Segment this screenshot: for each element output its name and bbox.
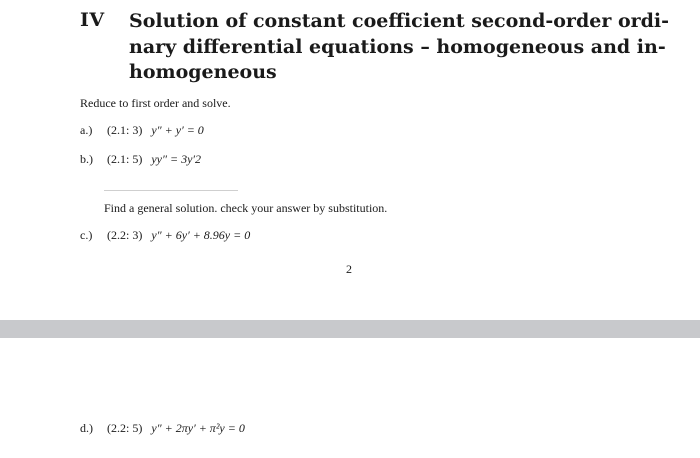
problem-equation: y″ + 2πy′ + π²y = 0 [151,421,245,435]
page-separator [0,320,700,338]
instruction-general: Find a general solution. check your answer by substitution. [104,201,388,215]
problem-ref: (2.2: 5) [107,421,143,435]
section-title [129,9,670,86]
problem-label: b.) [80,152,93,166]
problem-equation: y″ + y′ = 0 [151,123,204,137]
problem-d [80,421,245,436]
problem-label: d.) [80,421,93,435]
problem-ref: (2.1: 3) [107,123,143,137]
section-title-line: Solution of constant coefficient second-order ordi- [129,10,670,32]
problem-ref: (2.2: 3) [107,228,143,242]
problem-c [80,228,250,243]
section-number: IV [80,9,105,31]
instruction-reduce: Reduce to first order and solve. [80,96,231,110]
page-2 [0,338,700,458]
problem-label: c.) [80,228,93,242]
page-number: 2 [346,262,352,276]
problem-equation: yy″ = 3y′2 [151,152,202,166]
problem-b [80,152,201,167]
section-title-line: homogeneous [129,61,277,83]
section-title-line: nary differential equations – homogeneous and in- [129,35,666,58]
problem-a [80,123,204,138]
problem-equation: y″ + 6y′ + 8.96y = 0 [151,228,251,242]
problem-label: a.) [80,123,93,137]
problem-ref: (2.1: 5) [107,152,143,166]
footnote-rule [104,190,238,191]
